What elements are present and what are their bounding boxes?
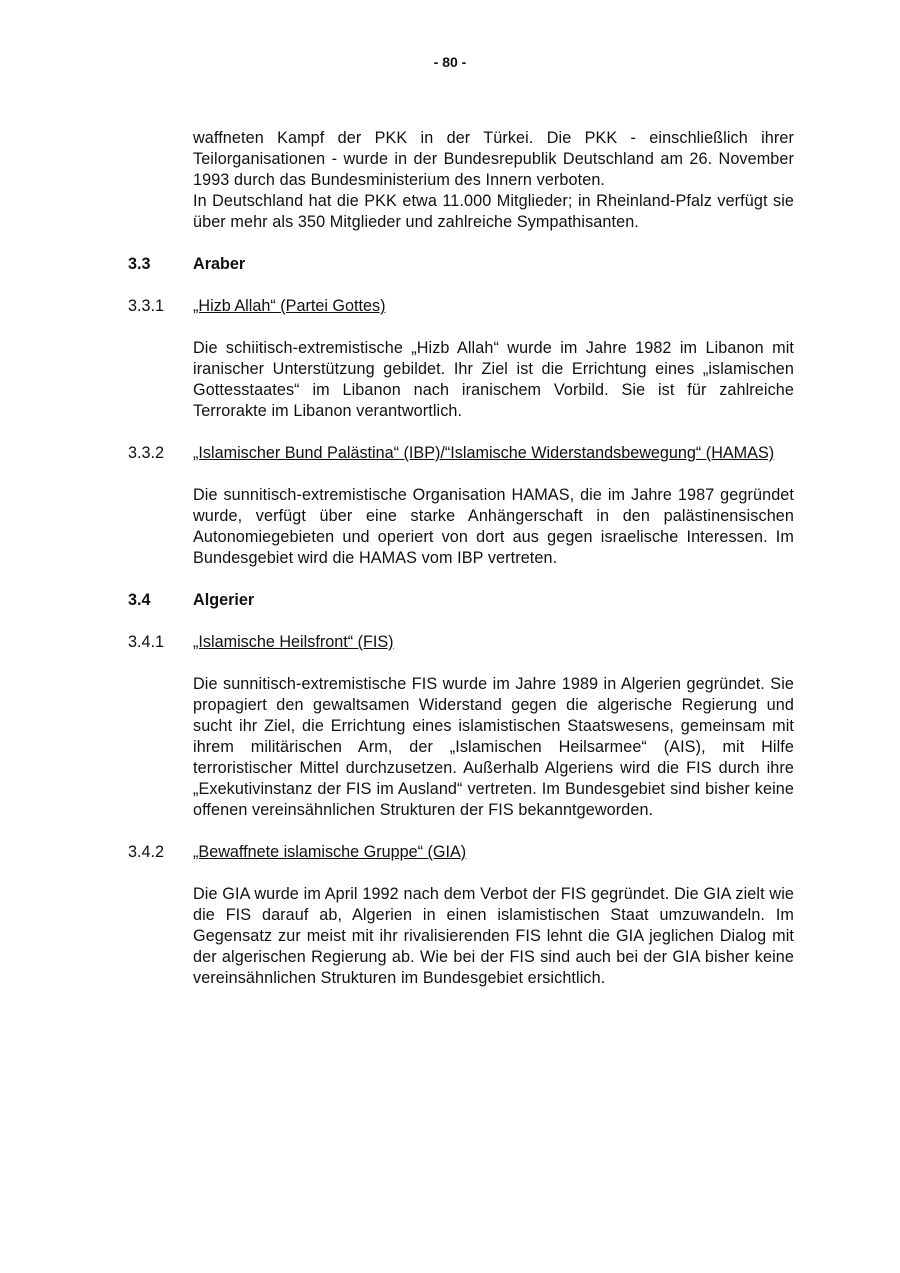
page-number: - 80 - [433,54,467,70]
subsection-title: „Bewaffnete islamische Gruppe“ (GIA) [193,843,467,861]
paragraph-hamas [193,485,794,569]
document-body [128,128,794,989]
paragraph-text: Die sunnitisch-extremistische Organisation HAMAS, die im Jahre 1987 gegründet wurde, verfügt über eine starke Anhängerschaft in den palästinensischen Autonomiegebieten und operiert von dort aus gegen israelische Interessen. Im Bundesgebiet wird die HAMAS vom IBP vertreten. [193,486,794,567]
subsection-number: 3.4.2 [128,843,165,861]
subsection-heading-3-4-2 [128,842,794,863]
subsection-title: „Islamischer Bund Palästina“ (IBP)/“Islamische Widerstandsbewegung“ (HAMAS) [193,444,775,462]
subsection-number: 3.4.1 [128,633,165,651]
section-title: Araber [193,255,246,273]
section-number: 3.4 [128,591,151,609]
paragraph-hizb-allah [193,338,794,422]
intro-paragraph-2: In Deutschland hat die PKK etwa 11.000 Mitglieder; in Rheinland-Pfalz verfügt sie über mehr als 350 Mitglieder und zahlreiche Sympathisanten. [193,192,794,231]
section-heading-3-3 [128,254,794,275]
intro-paragraph-1: waffneten Kampf der PKK in der Türkei. Die PKK - einschließlich ihrer Teilorganisationen - wurde in der Bundesrepublik Deutschland am 26. November 1993 durch das Bundesministerium des Innern verboten. [193,129,794,189]
subsection-title: „Hizb Allah“ (Partei Gottes) [193,297,386,315]
section-heading-3-4 [128,590,794,611]
subsection-title: „Islamische Heilsfront“ (FIS) [193,633,394,651]
section-number: 3.3 [128,255,151,273]
subsection-heading-3-3-2 [128,443,794,464]
paragraph-gia [193,884,794,989]
paragraph-text: Die GIA wurde im April 1992 nach dem Verbot der FIS gegründet. Die GIA zielt wie die FIS darauf ab, Algerien in einen islamistischen Staat umzuwandeln. Im Gegensatz zur meist mit ihr rivalisierenden FIS lehnt die GIA jeglichen Dialog mit der algerischen Regierung ab. Wie bei der FIS sind auch bei der GIA bisher keine vereinsähnlichen Strukturen im Bundesgebiet ersichtlich. [193,885,794,987]
subsection-heading-3-4-1 [128,632,794,653]
intro-section [193,128,794,233]
subsection-heading-3-3-1 [128,296,794,317]
section-title: Algerier [193,591,255,609]
paragraph-text: Die sunnitisch-extremistische FIS wurde im Jahre 1989 in Algerien gegründet. Sie propagiert den gewaltsamen Widerstand gegen die algerische Regierung und sucht ihr Ziel, die Errichtung eines islamistischen Staatswesens, gemeinsam mit ihrem militärischen Arm, der „Islamischen Heilsarmee“ (AIS), mit Hilfe terroristischer Mittel durchzusetzen. Außerhalb Algeriens wird die FIS durch ihre „Exekutivinstanz der FIS im Ausland“ vertreten. Im Bundesgebiet sind bisher keine offenen vereinsähnlichen Strukturen der FIS bekanntgeworden. [193,675,794,819]
subsection-number: 3.3.1 [128,297,165,315]
subsection-number: 3.3.2 [128,444,165,462]
paragraph-text: Die schiitisch-extremistische „Hizb Allah“ wurde im Jahre 1982 im Libanon mit iranischer Unterstützung gebildet. Ihr Ziel ist die Errichtung eines „islamischen Gottesstaates“ im Libanon nach iranischem Vorbild. Sie ist für zahlreiche Terrorakte im Libanon verantwortlich. [193,339,794,420]
paragraph-fis [193,674,794,821]
